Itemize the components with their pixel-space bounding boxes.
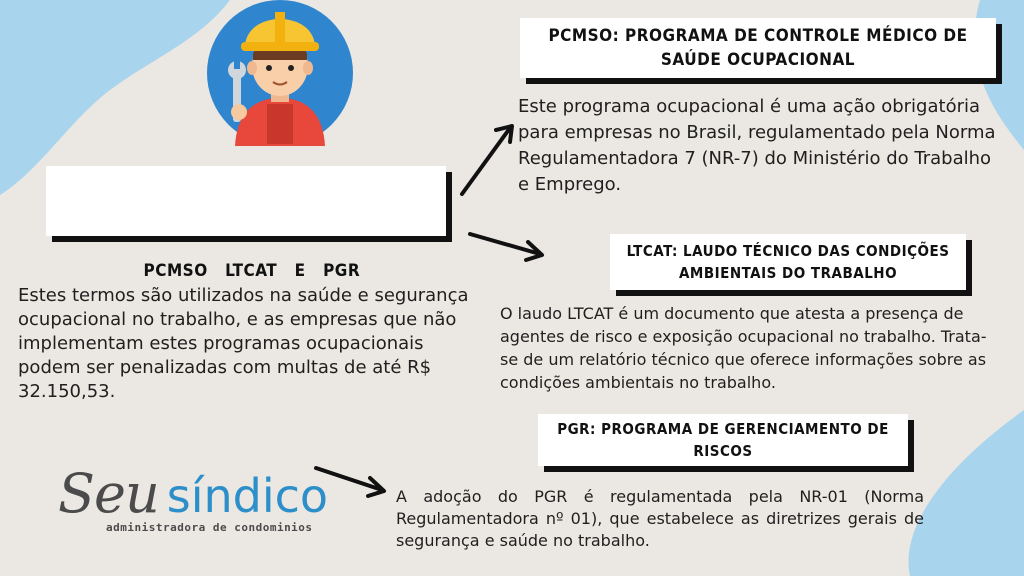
arrow-right-icon: [456, 118, 520, 198]
pgr-title-card: [538, 414, 908, 466]
main-title: PCMSO LTCAT E PGR: [143, 261, 361, 281]
pgr-title: PGR: PROGRAMA DE GERENCIAMENTO DE RISCOS: [557, 420, 889, 460]
pcmso-title: PCMSO: PROGRAMA DE CONTROLE MÉDICO DE SAÚDE OCUPACIONAL: [548, 26, 968, 70]
ltcat-description: O laudo LTCAT é um documento que atesta a presença de agentes de risco e exposição ocupacional no trabalho. Trata-se de um relatório técnico que oferece informações sobre as condições ambientais no trabalho.: [500, 304, 987, 392]
intro-text: Estes termos são utilizados na saúde e segurança ocupacional no trabalho, e as empresas que não implementam estes programas ocupacionais podem ser penalizadas com multas de até R$ 32.150,53.: [18, 285, 469, 402]
logo-tagline: administradora de condominios: [106, 521, 313, 534]
pgr-description: A adoção do PGR é regulamentada pela NR-01 (Norma Regulamentadora nº 01), que estabelece as diretrizes gerais de segurança e saúde no trabalho.: [396, 487, 924, 550]
logo-seu: Seu: [58, 462, 159, 525]
worker-helmet-icon: [207, 0, 353, 146]
ltcat-title-card: [610, 234, 966, 290]
main-title-card: [46, 166, 446, 281]
pcmso-description: Este programa ocupacional é uma ação obrigatória para empresas no Brasil, regulamentado pela Norma Regulamentadora 7 (NR-7) do Ministério do Trabalho e Emprego.: [518, 96, 996, 195]
arrow-right-icon: [466, 228, 550, 264]
logo-sindico: síndico: [166, 469, 329, 523]
ltcat-title: LTCAT: LAUDO TÉCNICO DAS CONDIÇÕES AMBIENTAIS DO TRABALHO: [626, 242, 950, 282]
brand-logo: [58, 462, 328, 534]
pcmso-title-card: [520, 18, 996, 78]
